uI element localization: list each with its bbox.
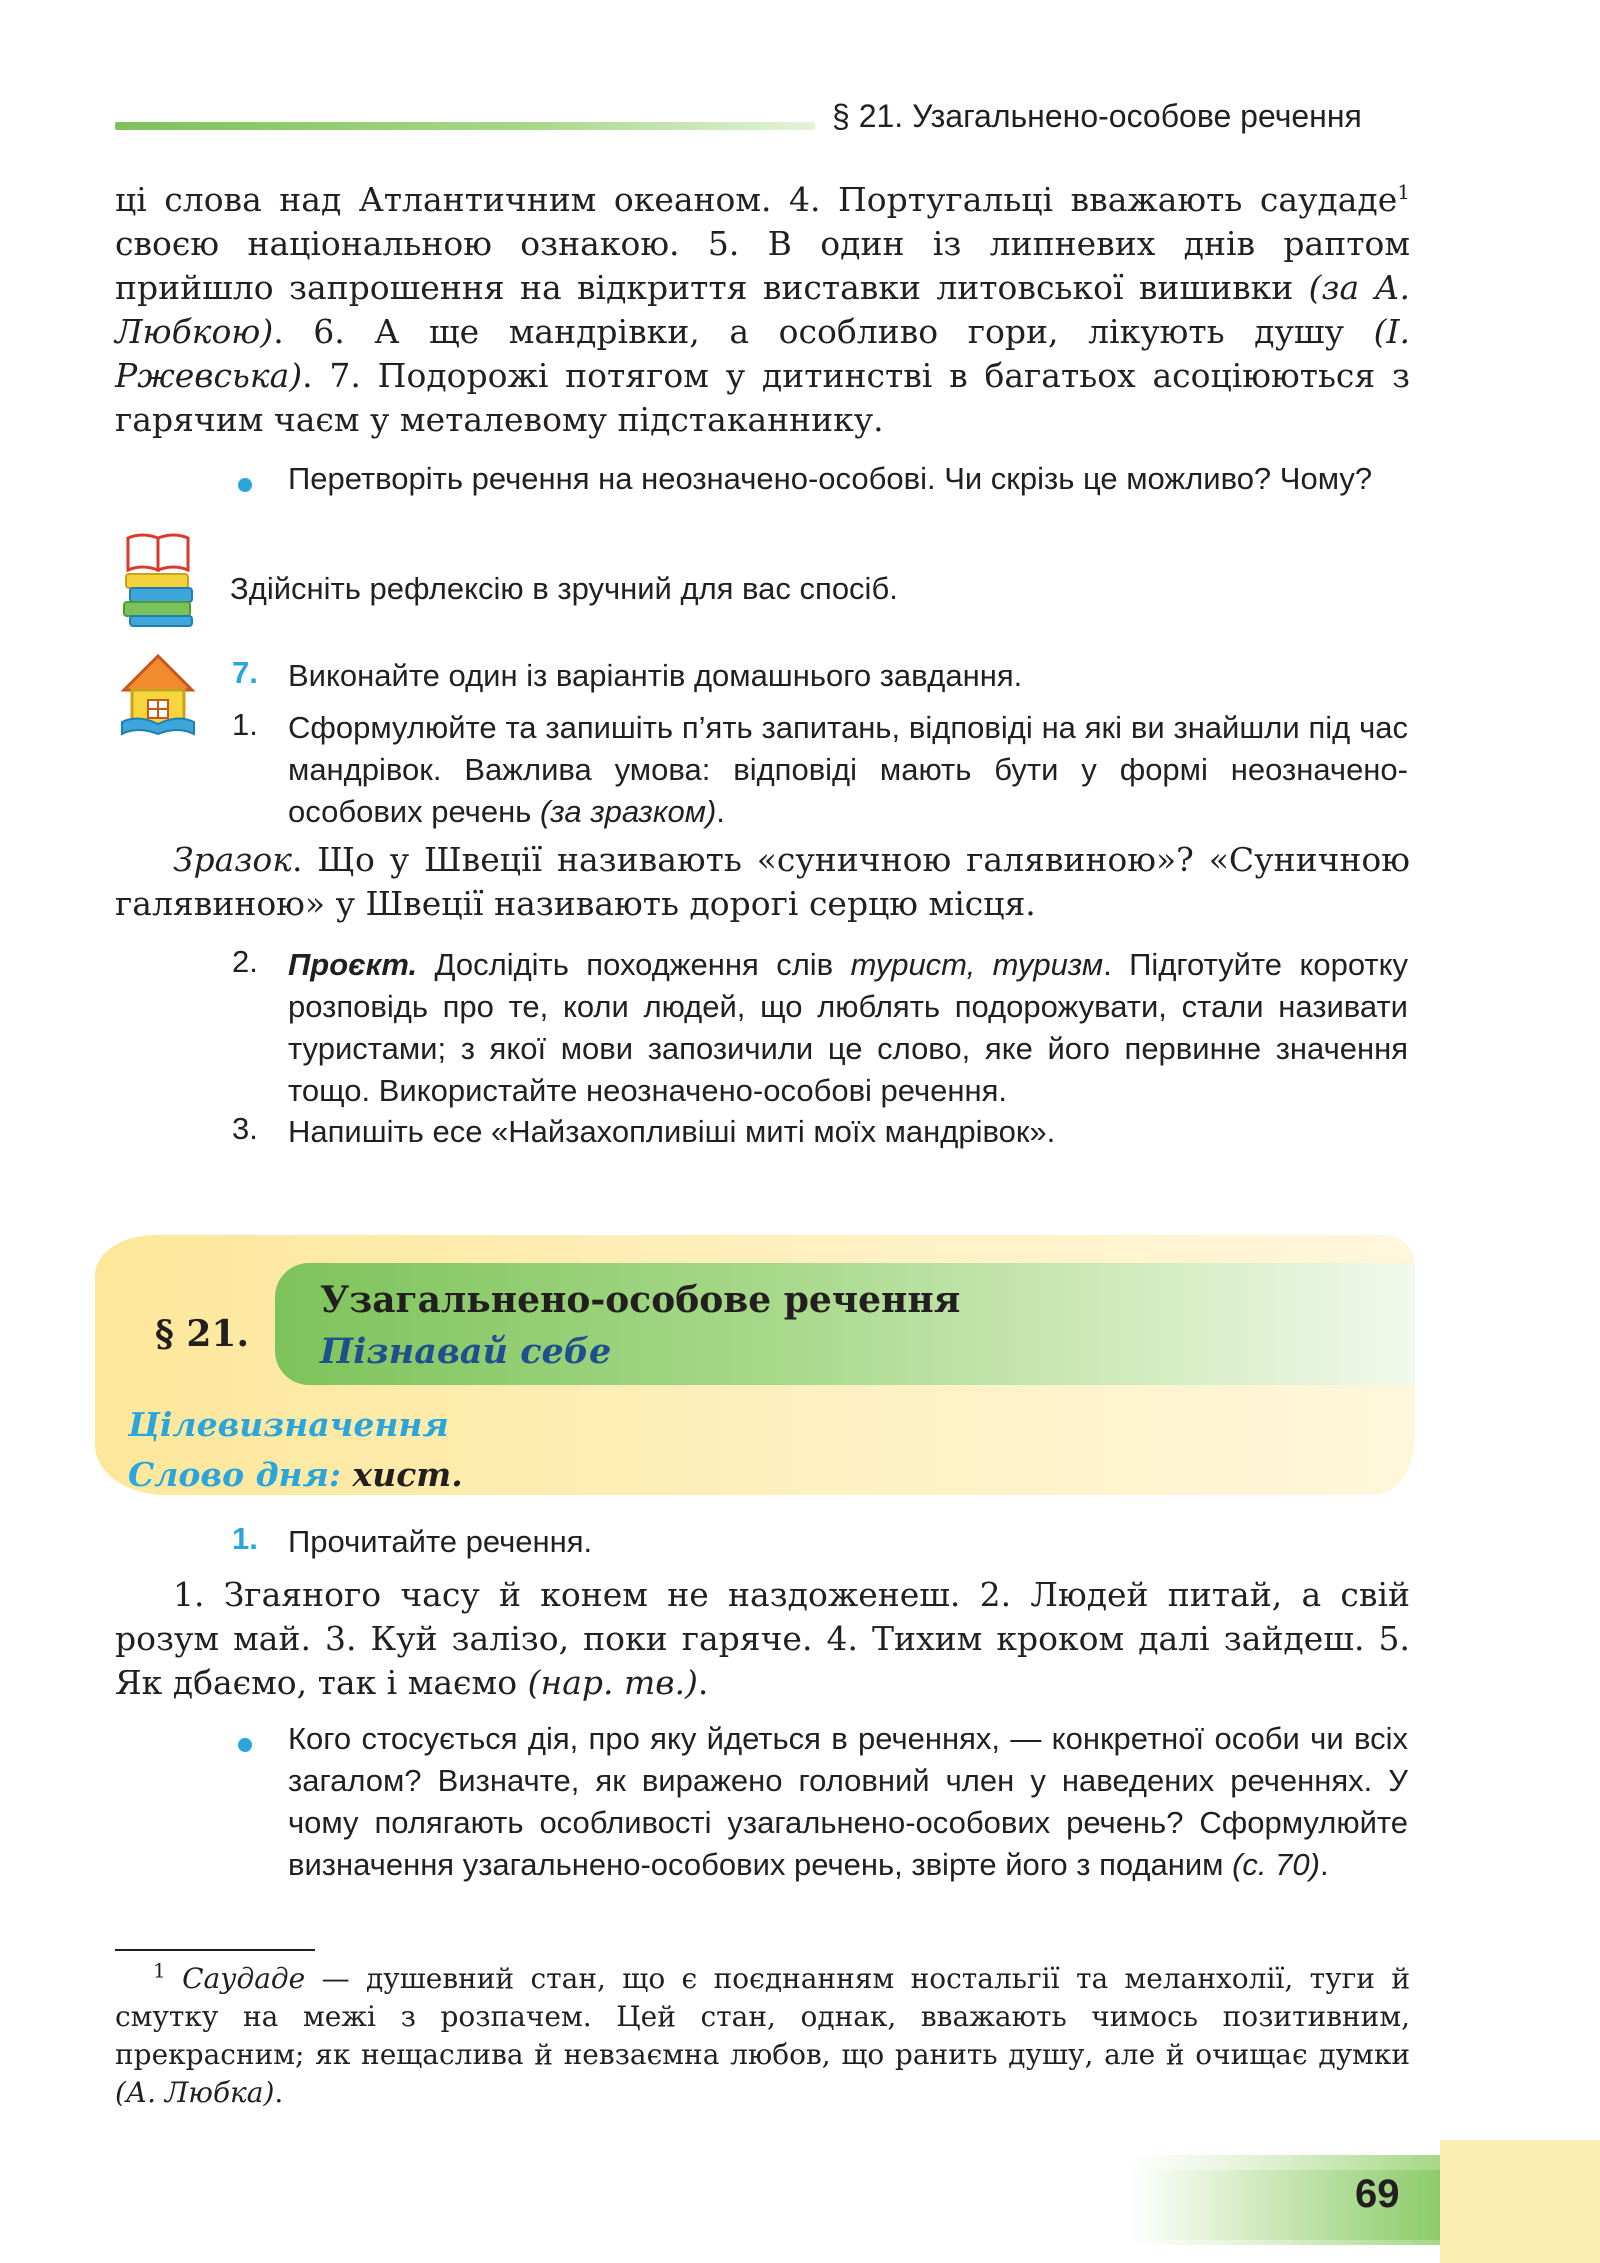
sample-paragraph: Зразок. Що у Швеції називають «суничною галявиною»? «Суничною галявиною» у Швеції називають дорогі серцю місця. [115,840,1410,923]
page-number: 69 [1355,2172,1400,2216]
running-header: § 21. Узагальнено-особове речення [832,98,1362,134]
homework-item-2: Проєкт. Дослідіть походження слів турист, туризм. Підготуйте коротку розповідь про те, коли людей, що люблять подорожувати, стали називати туристами; з якої мови запозичили це слово, яке його первинне значення тощо. Використайте неозначено-особові речення. [288,947,1409,1108]
bullet-task-1: Перетворіть речення на неозначено-особові. Чи скрізь це можливо? Чому? [288,461,1373,496]
word-of-day-value: хист. [352,1455,463,1494]
homework-item-1: Сформулюйте та запишіть п’ять запитань, відповіді на які ви знайшли під час мандрівок. Важлива умова: відповіді мають бути у формі неозначено-особових речень (за зразком). [288,710,1408,829]
footnote-ref: 1 [1397,180,1410,204]
house-icon [118,652,198,736]
task-1-instruction: Прочитайте речення. [288,1524,593,1559]
page-corner-tab [1440,2140,1600,2263]
section-subtitle: Пізнавай себе [320,1331,612,1372]
proverbs-paragraph: 1. Згаяного часу й конем не наздоженеш. 2. Людей питай, а свій розум май. 3. Куй залізо, поки гаряче. 4. Тихим кроком далі зайдеш. 5. Як дбаємо, так і маємо (нар. тв.). [115,1575,1410,1702]
section-number: § 21. [155,1313,249,1355]
task-number-1: 1. [232,1521,258,1556]
footnote-divider [115,1949,315,1951]
item-number: 3. [232,1111,258,1146]
header-divider [115,122,815,130]
item-number: 2. [232,944,258,979]
bullet-marker [238,478,252,492]
homework-title: Виконайте один із варіантів домашнього завдання. [288,658,1023,693]
bullet-task-2: Кого стосується дія, про яку йдеться в реченнях, — конкретної особи чи всіх загалом? Визначте, як виражено головний член у наведених реченнях. У чому полягають особливості узагальнено-особових речень? Сформулюйте визначення узагальнено-особових речень, звірте його з поданим (с. 70). [288,1721,1408,1882]
footnote: $^1$ Саудаде — душевний стан, що є поєднанням ностальгії та меланхолії, туги й смутку на межі з розпачем. Цей стан, однак, вважають чимось позитивним, прекрасним; як нещаслива й невзаємна любов, що ранить душу, але й очищає думки (А. Любка). [115,1958,1410,2109]
item-number: 1. [232,707,258,742]
open-book-stack-icon [120,528,200,628]
task-number-7: 7. [232,655,258,690]
bullet-marker [238,1738,252,1752]
section-title: Узагальнено-особове речення [320,1279,961,1321]
homework-item-3: Напишіть есе «Найзахопливіші миті моїх мандрівок». [288,1114,1056,1149]
intro-paragraph: ці слова над Атлантичним океаном. 4. Португальці вважають саудаде$^1$ своєю національною ознакою. 5. В один із липневих днів раптом прийшло запрошення на відкриття виставки литовської вишивки (за А. Любкою). 6. А ще мандрівки, а особливо гори, лікують душу (І. Ржевська). 7. Подорожі потягом у дитинстві в багатьох асоціюються з гарячим чаєм у металевому підстаканнику. [115,180,1410,439]
reflection-text: Здійсніть рефлексію в зручний для вас спосіб. [230,571,898,606]
goal-heading: Цілевизначення [128,1405,449,1444]
word-of-day: Слово дня: хист. [128,1455,463,1494]
